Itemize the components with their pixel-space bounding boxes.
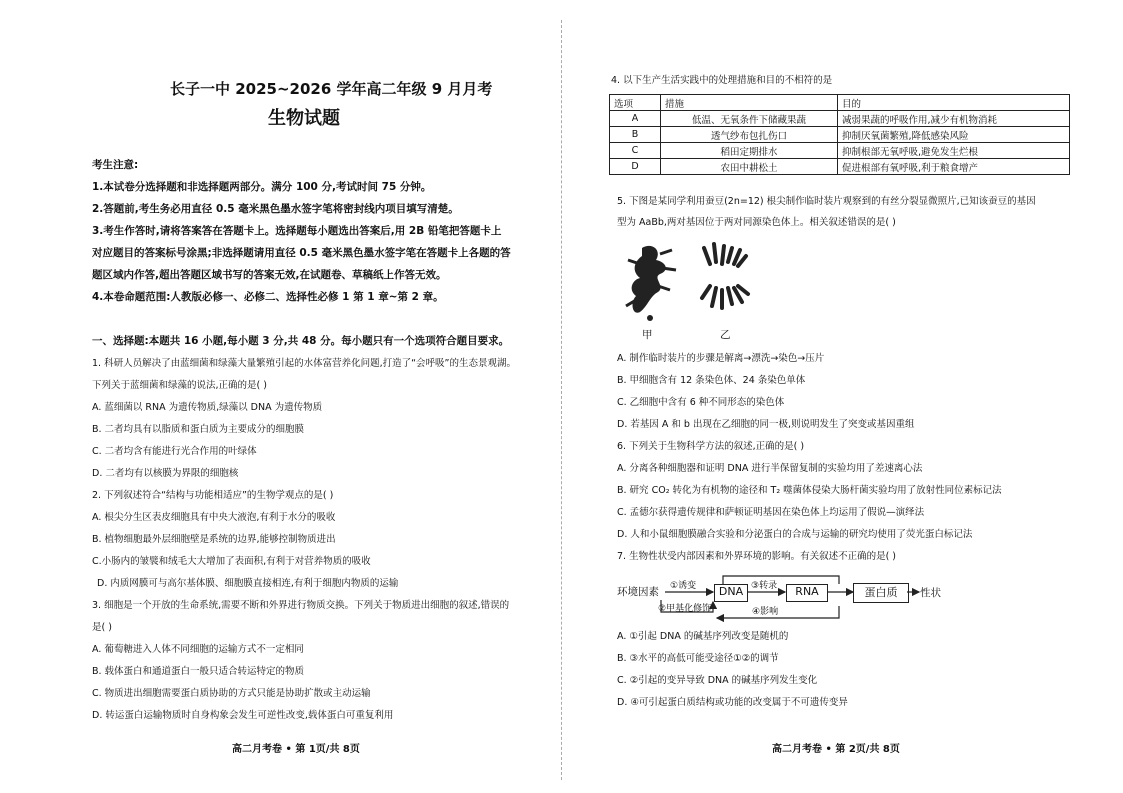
q2-option-a: A. 根尖分生区表皮细胞具有中央大液泡,有利于水分的吸收: [92, 512, 336, 523]
table-cell: D: [610, 159, 661, 175]
diagram-label-influence: ④影响: [752, 607, 779, 617]
table-cell: 抑制厌氧菌繁殖,降低感染风险: [838, 127, 1070, 143]
table-header-row: [610, 95, 1070, 111]
q5-option-b: B. 甲细胞含有 12 条染色体、24 条染色单体: [617, 375, 806, 386]
q5-stem-2: 型为 AaBb,两对基因位于两对同源染色体上。相关叙述错误的是( ): [617, 217, 896, 228]
q3-option-b: B. 载体蛋白和通道蛋白一般只适合转运特定的物质: [92, 666, 305, 677]
table-row: [610, 159, 1070, 175]
micrograph-cell-yi: [694, 238, 758, 318]
q7-option-d: D. ④可引起蛋白质结构或功能的改变属于不可遗传变异: [617, 697, 848, 708]
diagram-env-factor: 环境因素: [617, 586, 659, 598]
q6-option-c: C. 孟德尔获得遗传规律和萨顿证明基因在染色体上均运用了假说—演绎法: [617, 507, 925, 518]
exam-subject: 生物试题: [268, 108, 340, 129]
page-footer-1: 高二月考卷 • 第 1页/共 8页: [232, 744, 360, 755]
q6-option-d: D. 人和小鼠细胞膜融合实验和分泌蛋白的合成与运输的研究均使用了荧光蛋白标记法: [617, 529, 973, 540]
label-jia: 甲: [642, 329, 653, 341]
diagram-label-mutation: ①诱变: [670, 581, 697, 591]
q5-option-d: D. 若基因 A 和 b 出现在乙细胞的同一极,则说明发生了突变或基因重组: [617, 419, 915, 430]
notice-line-4: 对应题目的答案标号涂黑;非选择题请用直径 0.5 毫米黑色墨水签字笔在答题卡上各题的答: [92, 247, 511, 259]
q6-option-b: B. 研究 CO₂ 转化为有机物的途径和 T₂ 噬菌体侵染大肠杆菌实验均用了放射性同位素标记法: [617, 485, 1002, 496]
diagram-protein-box: 蛋白质: [853, 583, 909, 603]
notice-line-1: 1.本试卷分选择题和非选择题两部分。满分 100 分,考试时间 75 分钟。: [92, 181, 432, 193]
q3-stem-2: 是( ): [92, 622, 112, 633]
exam-page-2: [562, 0, 1123, 793]
table-cell: 低温、无氧条件下储藏果蔬: [661, 111, 838, 127]
exam-title: 长子一中 2025~2026 学年高二年级 9 月月考: [170, 80, 493, 98]
q3-option-a: A. 葡萄糖进入人体不同细胞的运输方式不一定相同: [92, 644, 304, 655]
table-cell: 抑制根部无氧呼吸,避免发生烂根: [838, 143, 1070, 159]
q2-option-d: D. 内质网膜可与高尔基体膜、细胞膜直接相连,有利于细胞内物质的运输: [97, 578, 399, 589]
table-row: [610, 111, 1070, 127]
table-header-cell: 选项: [610, 95, 661, 111]
q4-stem: 4. 以下生产生活实践中的处理措施和目的不相符的是: [611, 75, 833, 86]
table-header-cell: 措施: [661, 95, 838, 111]
table-cell: C: [610, 143, 661, 159]
q5-option-a: A. 制作临时装片的步骤是解离→漂洗→染色→压片: [617, 353, 825, 364]
q2-option-b: B. 植物细胞最外层细胞壁是系统的边界,能够控制物质进出: [92, 534, 336, 545]
q5-option-c: C. 乙细胞中含有 6 种不同形态的染色体: [617, 397, 785, 408]
q1-option-b: B. 二者均具有以脂质和蛋白质为主要成分的细胞膜: [92, 424, 305, 435]
notice-heading: 考生注意:: [92, 159, 139, 171]
q2-stem: 2. 下列叙述符合“结构与功能相适应”的生物学观点的是( ): [92, 490, 334, 501]
table-cell: A: [610, 111, 661, 127]
section-heading: 一、选择题:本题共 16 小题,每小题 3 分,共 48 分。每小题只有一个选项符合题目要求。: [92, 335, 510, 347]
q3-option-c: C. 物质进出细胞需要蛋白质协助的方式只能是协助扩散或主动运输: [92, 688, 371, 699]
diagram-dna-box: DNA: [714, 584, 748, 602]
diagram-trait: 性状: [920, 587, 941, 599]
q1-stem-2: 下列关于蓝细菌和绿藻的说法,正确的是( ): [92, 380, 267, 391]
notice-line-6: 4.本卷命题范围:人教版必修一、必修二、选择性必修 1 第 1 章~第 2 章。: [92, 291, 444, 303]
micrograph-cell-jia: [622, 240, 682, 322]
q1-stem-1: 1. 科研人员解决了由蓝细菌和绿藻大量繁殖引起的水体富营养化问题,打造了“会呼吸”的生态景观湖。: [92, 358, 516, 369]
notice-line-3: 3.考生作答时,请将答案答在答题卡上。选择题每小题选出答案后,用 2B 铅笔把答题卡上: [92, 225, 502, 237]
q7-option-b: B. ③水平的高低可能受途径①②的调节: [617, 653, 779, 664]
table-cell: 稻田定期排水: [661, 143, 838, 159]
q3-stem-1: 3. 细胞是一个开放的生命系统,需要不断和外界进行物质交换。下列关于物质进出细胞的叙述,错误的: [92, 600, 510, 611]
q1-option-c: C. 二者均含有能进行光合作用的叶绿体: [92, 446, 257, 457]
q4-table: [609, 94, 1070, 175]
q6-option-a: A. 分离各种细胞器和证明 DNA 进行半保留复制的实验均用了差速离心法: [617, 463, 923, 474]
table-header-cell: 目的: [838, 95, 1070, 111]
q3-option-d: D. 转运蛋白运输物质时自身构象会发生可逆性改变,载体蛋白可重复利用: [92, 710, 394, 721]
diagram-rna-box: RNA: [786, 584, 828, 602]
table-row: [610, 143, 1070, 159]
exam-page-1: [0, 0, 560, 793]
q7-option-c: C. ②引起的变异导致 DNA 的碱基序列发生变化: [617, 675, 818, 686]
table-cell: B: [610, 127, 661, 143]
q7-option-a: A. ①引起 DNA 的碱基序列改变是随机的: [617, 631, 789, 642]
q2-option-c: C.小肠内的皱襞和绒毛大大增加了表面积,有利于对营养物质的吸收: [92, 556, 371, 567]
table-row: [610, 127, 1070, 143]
table-cell: 促进根部有氧呼吸,利于粮食增产: [838, 159, 1070, 175]
table-cell: 农田中耕松土: [661, 159, 838, 175]
table-cell: 减弱果蔬的呼吸作用,减少有机物消耗: [838, 111, 1070, 127]
q1-option-a: A. 蓝细菌以 RNA 为遗传物质,绿藻以 DNA 为遗传物质: [92, 402, 323, 413]
q5-stem-1: 5. 下图是某同学利用蚕豆(2n=12) 根尖制作临时装片观察到的有丝分裂显微照片,已知该蚕豆的基因: [617, 196, 1036, 207]
diagram-label-methylation: ②甲基化修饰: [658, 604, 712, 614]
notice-line-2: 2.答题前,考生务必用直径 0.5 毫米黑色墨水签字笔将密封线内项目填写清楚。: [92, 203, 459, 215]
diagram-label-transcription: ③转录: [751, 581, 778, 591]
q1-option-d: D. 二者均有以核膜为界限的细胞核: [92, 468, 239, 479]
notice-line-5: 题区域内作答,超出答题区域书写的答案无效,在试题卷、草稿纸上作答无效。: [92, 269, 447, 281]
label-yi: 乙: [720, 329, 731, 341]
table-cell: 透气纱布包扎伤口: [661, 127, 838, 143]
page-footer-2: 高二月考卷 • 第 2页/共 8页: [772, 744, 900, 755]
q6-stem: 6. 下列关于生物科学方法的叙述,正确的是( ): [617, 441, 805, 452]
q7-stem: 7. 生物性状受内部因素和外界环境的影响。有关叙述不正确的是( ): [617, 551, 897, 562]
